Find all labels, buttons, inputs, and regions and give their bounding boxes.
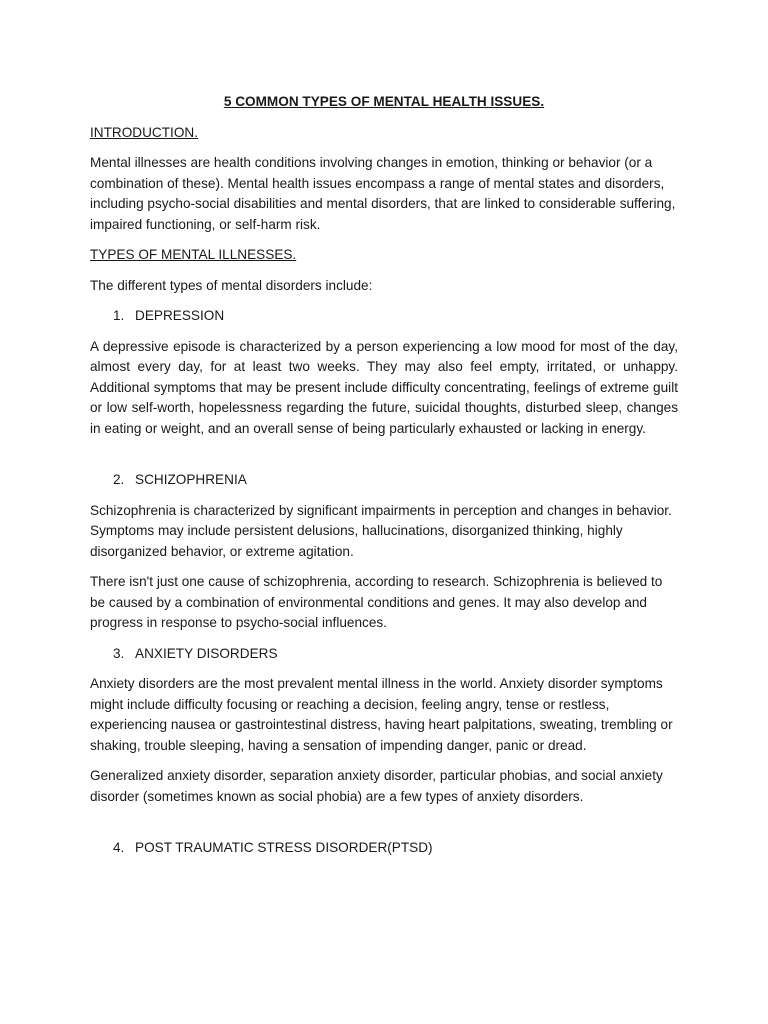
types-heading: TYPES OF MENTAL ILLNESSES. — [90, 247, 297, 262]
anxiety-paragraph-2: Generalized anxiety disorder, separation anxiety disorder, particular phobias, and social anxiety disorder (sometimes known as social phobia) are a few types of anxiety disorders. — [90, 768, 663, 804]
list-number: 2. — [113, 472, 125, 487]
types-intro: The different types of mental disorders include: — [90, 277, 373, 293]
list-item-depression — [90, 306, 678, 327]
list-label: ANXIETY DISORDERS — [135, 645, 278, 661]
list-item-ptsd — [90, 838, 678, 859]
list-item-anxiety — [90, 644, 678, 665]
document-title: 5 COMMON TYPES OF MENTAL HEALTH ISSUES. — [223, 94, 545, 109]
anxiety-paragraph-1: Anxiety disorders are the most prevalent mental illness in the world. Anxiety disorder symptoms might include difficulty focusing or reaching a decision, feeling angry, tense or restless, experiencing nausea or gastrointestinal distress, having heart palpitations, sweating, trembling or shaking, trouble sleeping, having a sensation of impending danger, panic or dread. — [90, 676, 673, 753]
intro-paragraph: Mental illnesses are health conditions involving changes in emotion, thinking or behavior (or a combination of these). Mental health issues encompass a range of mental states and disorders, including psycho-social disabilities and mental disorders, that are linked to considerable suffering, impaired functioning, or self-harm risk. — [90, 155, 676, 232]
schizophrenia-paragraph-2: There isn't just one cause of schizophrenia, according to research. Schizophrenia is believed to be caused by a combination of environmental conditions and genes. It may also develop and progress in response to psycho-social influences. — [90, 574, 663, 630]
list-label: SCHIZOPHRENIA — [135, 472, 247, 487]
list-number: 4. — [113, 840, 125, 855]
list-label: DEPRESSION — [135, 308, 225, 323]
list-item-schizophrenia — [90, 470, 678, 491]
list-number: 1. — [113, 308, 125, 323]
spacer — [90, 449, 678, 470]
schizophrenia-paragraph-1: Schizophrenia is characterized by significant impairments in perception and changes in behavior. Symptoms may include persistent delusions, hallucinations, disorganized thinking, highly disorganized behavior, or extreme agitation. — [90, 502, 672, 559]
depression-paragraph: A depressive episode is characterized by a person experiencing a low mood for most of the day, almost every day, for at least two weeks. They may also feel empty, irritated, or unhappy. Additional symptoms that may be present include difficulty concentrating, feelings of extreme guilt or low self-worth, hopelessness regarding the future, suicidal thoughts, disturbed sleep, changes in eating or weight, and an overall sense of being particularly exhausted or lacking in energy. — [90, 338, 678, 436]
spacer — [90, 817, 678, 838]
document-body — [90, 92, 678, 869]
intro-heading: INTRODUCTION. — [90, 124, 198, 140]
list-label: POST TRAUMATIC STRESS DISORDER(PTSD) — [135, 840, 433, 855]
list-number: 3. — [113, 645, 125, 661]
